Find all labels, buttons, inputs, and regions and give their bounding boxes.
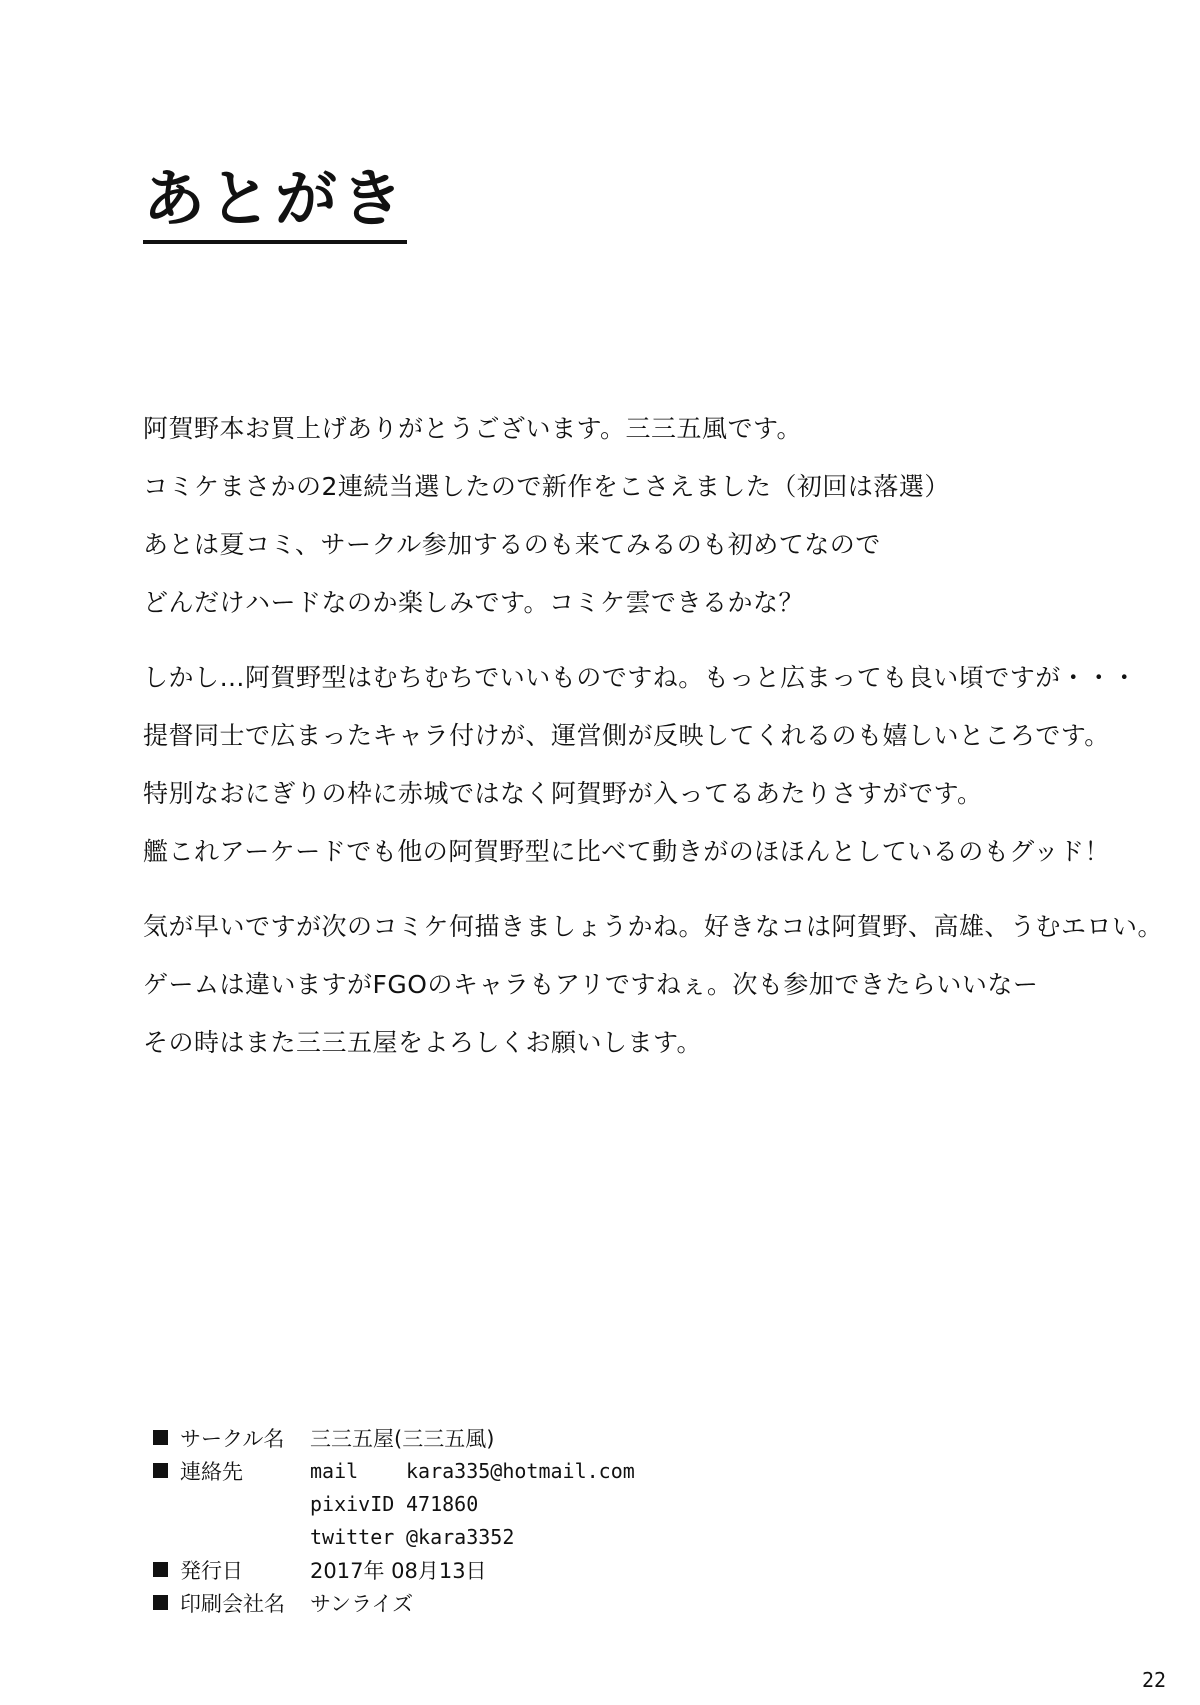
colophon — [153, 1421, 635, 1619]
circle-name-label: サークル名 — [180, 1426, 285, 1451]
afterword-body — [143, 414, 1164, 1105]
square-bullet-icon — [153, 1463, 168, 1478]
paragraph-3 — [143, 912, 1164, 1057]
text-line: 特別なおにぎりの枠に赤城ではなく阿賀野が入ってるあたりさすがです。 — [143, 779, 983, 808]
text-line: しかし…阿賀野型はむちむちでいいものですね。もっと広まっても良い頃ですが・・・ — [143, 663, 1138, 692]
colophon-row-twitter — [153, 1520, 635, 1553]
colophon-row-date — [153, 1553, 635, 1586]
colophon-row-contact-mail — [153, 1454, 635, 1487]
twitter-key: twitter — [310, 1524, 395, 1549]
circle-name-value: 三三五屋(三三五風) — [310, 1426, 495, 1451]
publish-date-label: 発行日 — [180, 1558, 243, 1583]
pixiv-value: 471860 — [406, 1491, 479, 1516]
text-line: 艦これアーケードでも他の阿賀野型に比べて動きがのほほんとしているのもグッド！ — [143, 837, 1111, 866]
text-line: あとは夏コミ、サークル参加するのも来てみるのも初めてなので — [143, 530, 881, 559]
page-number: 22 — [1142, 1668, 1167, 1692]
twitter-value: @kara3352 — [406, 1524, 515, 1549]
pixiv-key: pixivID — [310, 1491, 395, 1516]
paragraph-2 — [143, 663, 1138, 866]
text-line: 提督同士で広まったキャラ付けが、運営側が反映してくれるのも嬉しいところです。 — [143, 721, 1110, 750]
mail-key: mail — [310, 1458, 359, 1483]
square-bullet-icon — [153, 1595, 168, 1610]
text-line: その時はまた三三五屋をよろしくお願いします。 — [143, 1028, 703, 1057]
text-line: コミケまさかの2連続当選したので新作をこさえました（初回は落選） — [143, 472, 950, 501]
colophon-row-circle — [153, 1421, 635, 1454]
square-bullet-icon — [153, 1562, 168, 1577]
publish-date-value: 2017年 08月13日 — [310, 1558, 487, 1583]
printer-label: 印刷会社名 — [180, 1591, 285, 1616]
colophon-row-pixiv — [153, 1487, 635, 1520]
contact-label: 連絡先 — [180, 1459, 243, 1484]
text-line: どんだけハードなのか楽しみです。コミケ雲できるかな？ — [143, 588, 805, 617]
mail-value: kara335@hotmail.com — [406, 1458, 635, 1483]
colophon-row-printer — [153, 1586, 635, 1619]
text-line: 気が早いですが次のコミケ何描きましょうかね。好きなコは阿賀野、高雄、うむエロい。 — [143, 912, 1164, 941]
printer-value: サンライズ — [310, 1591, 414, 1616]
page-title: あとがき — [143, 168, 407, 244]
text-line: ゲームは違いますがFGOのキャラもアリですねぇ。次も参加できたらいいなー — [143, 970, 1039, 999]
paragraph-1 — [143, 416, 1103, 615]
text-line: 阿賀野本お買上げありがとうございます。三三五風です。 — [143, 414, 803, 443]
square-bullet-icon — [153, 1430, 168, 1445]
